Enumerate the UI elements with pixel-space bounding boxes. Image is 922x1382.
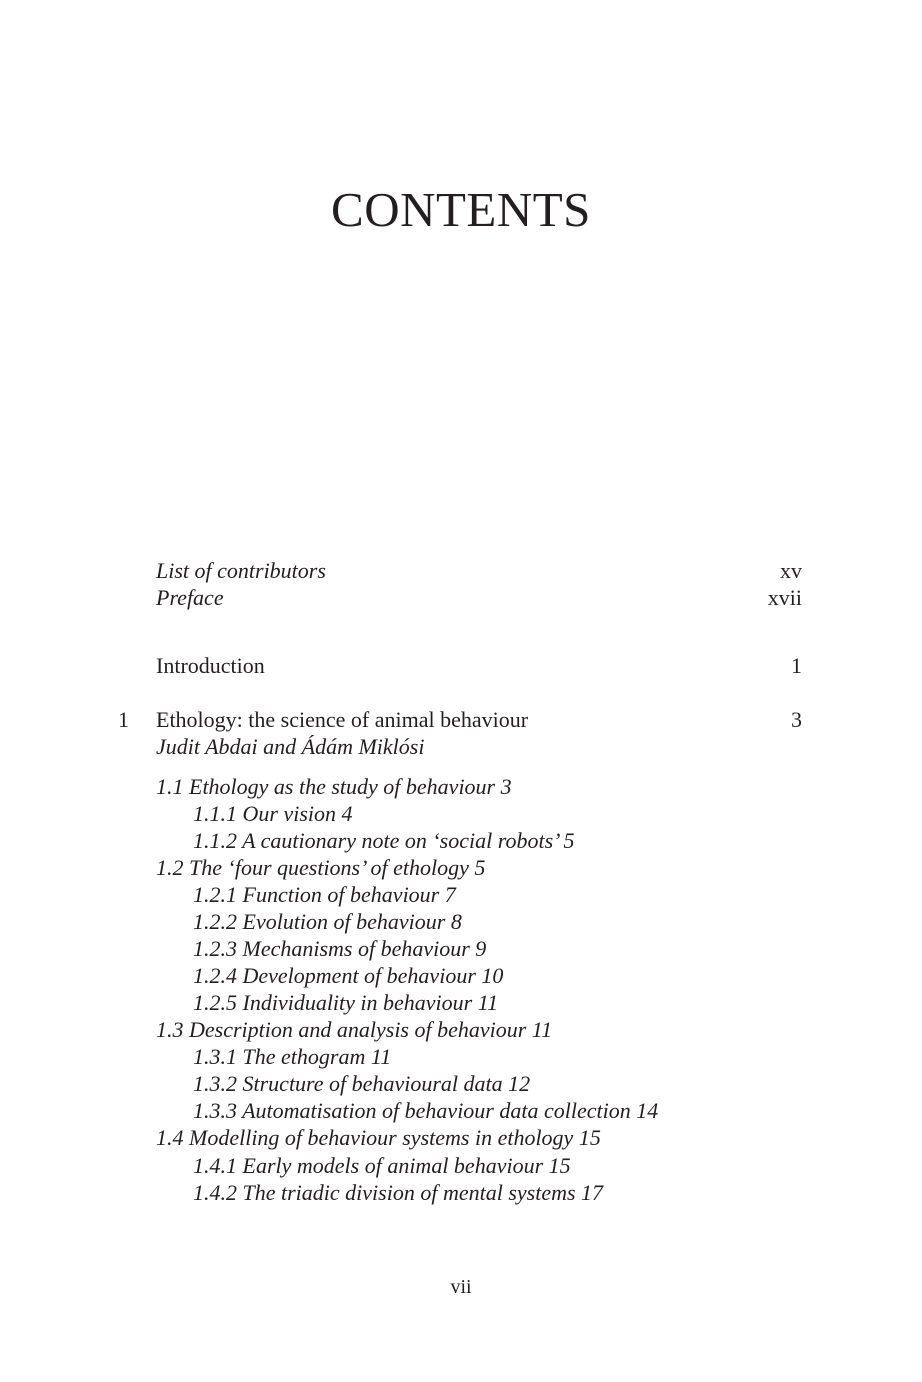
toc-entry-chapter-title[interactable]: Ethology: the science of animal behaviour	[156, 707, 529, 732]
toc-subsection[interactable]: 1.2.4 Development of behaviour 10	[193, 963, 504, 988]
toc-page-number: 3	[791, 707, 802, 732]
toc-entry-preface[interactable]: Preface	[156, 585, 224, 610]
toc-subsection[interactable]: 1.2.5 Individuality in behaviour 11	[193, 990, 499, 1015]
toc-page-number: xv	[780, 558, 802, 583]
toc-subsection[interactable]: 1.3.3 Automatisation of behaviour data collection 14	[193, 1098, 659, 1123]
toc-section[interactable]: 1.3 Description and analysis of behaviour 11	[156, 1017, 553, 1042]
toc-subsection[interactable]: 1.2.2 Evolution of behaviour 8	[193, 909, 462, 934]
toc-section[interactable]: 1.4 Modelling of behaviour systems in ethology 15	[156, 1125, 601, 1150]
toc-page-number: xvii	[767, 585, 802, 610]
toc-subsection[interactable]: 1.3.1 The ethogram 11	[193, 1044, 392, 1069]
chapter-authors: Judit Abdai and Ádám Miklósi	[156, 734, 425, 759]
toc-subsection[interactable]: 1.4.1 Early models of animal behaviour 15	[193, 1153, 571, 1178]
toc-subsection[interactable]: 1.1.2 A cautionary note on ‘social robots’ 5	[193, 828, 575, 853]
toc-section[interactable]: 1.1 Ethology as the study of behaviour 3	[156, 774, 512, 799]
toc-subsection[interactable]: 1.1.1 Our vision 4	[193, 801, 353, 826]
toc-subsection[interactable]: 1.2.1 Function of behaviour 7	[193, 882, 456, 907]
page-folio: vii	[450, 1276, 472, 1298]
toc-subsection[interactable]: 1.3.2 Structure of behavioural data 12	[193, 1071, 531, 1096]
toc-subsection[interactable]: 1.4.2 The triadic division of mental systems 17	[193, 1180, 604, 1205]
page-title: CONTENTS	[331, 182, 591, 237]
toc-entry-list-of-contributors[interactable]: List of contributors	[156, 558, 326, 583]
toc-page-number: 1	[791, 653, 802, 678]
toc-section[interactable]: 1.2 The ‘four questions’ of ethology 5	[156, 855, 486, 880]
toc-subsection[interactable]: 1.2.3 Mechanisms of behaviour 9	[193, 936, 487, 961]
chapter-number: 1	[118, 707, 129, 732]
toc-entry-introduction[interactable]: Introduction	[156, 653, 265, 678]
